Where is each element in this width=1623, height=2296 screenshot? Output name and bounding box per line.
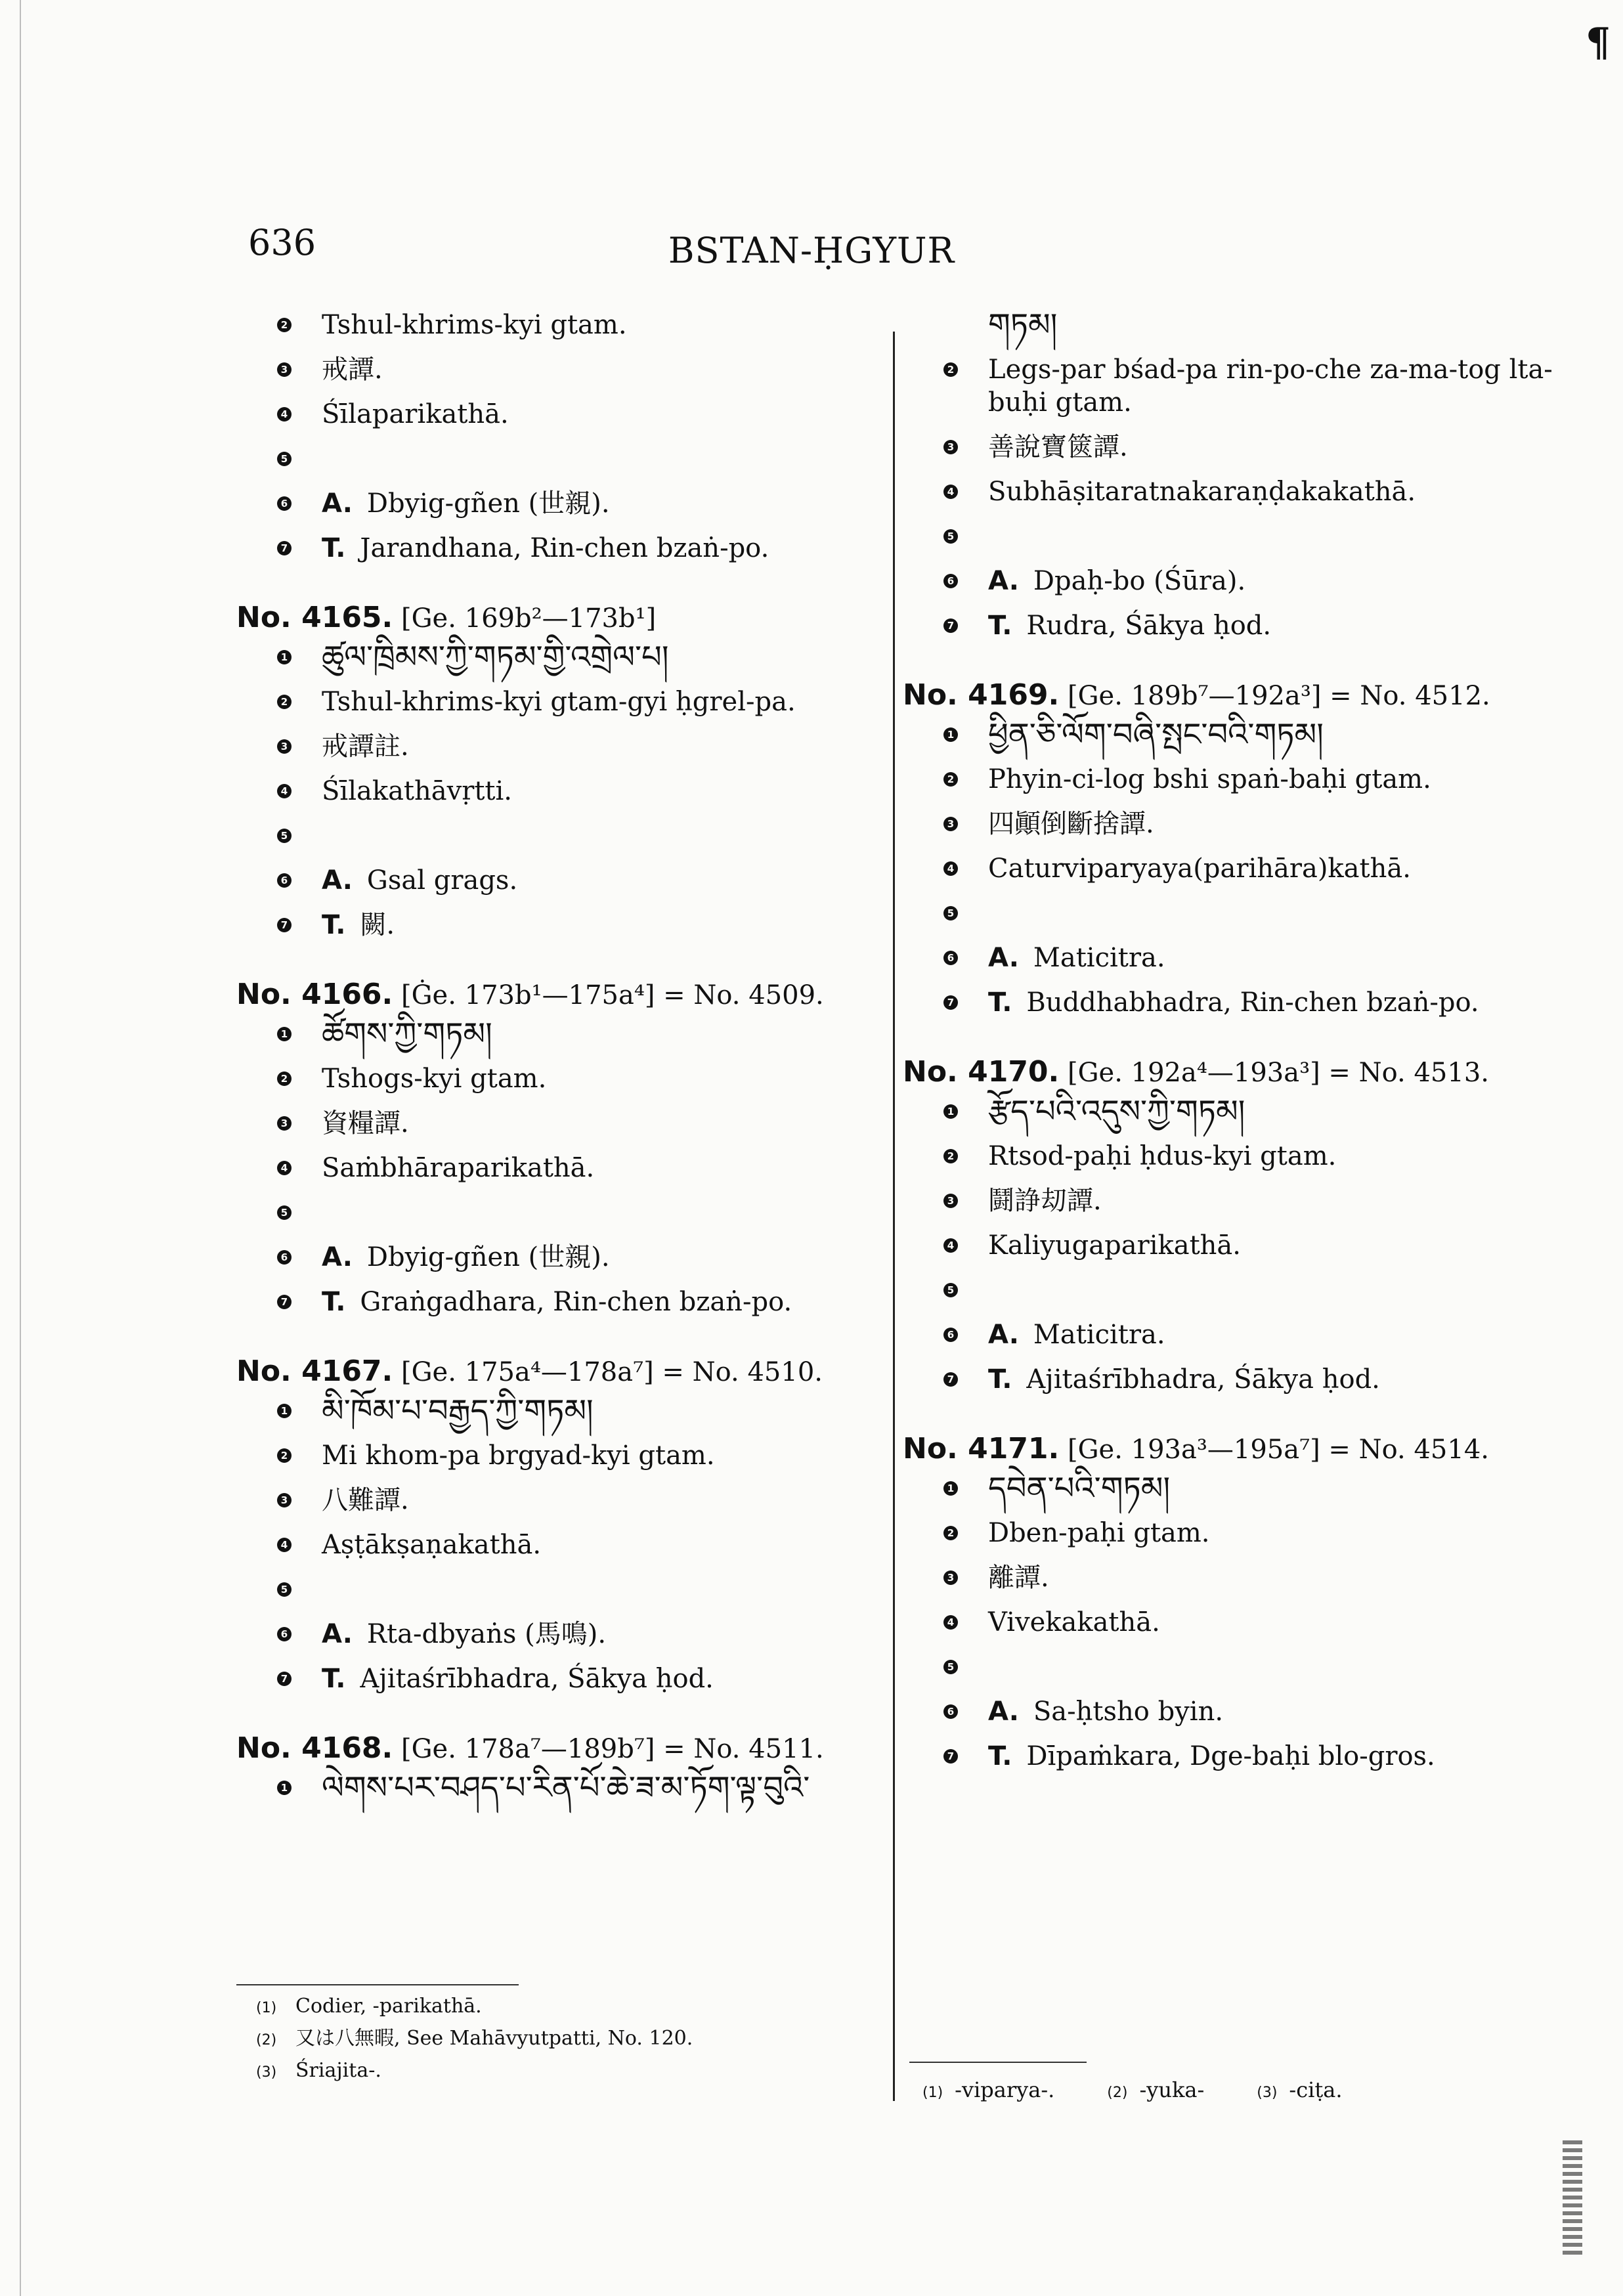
field-text: Sa-ḥtsho byin. — [1033, 1697, 1224, 1727]
entry-field — [236, 730, 880, 775]
field-tag: A. — [322, 865, 353, 896]
entry-field — [236, 309, 880, 353]
circled-number-icon: 3 — [277, 1493, 292, 1507]
circled-number-icon: 3 — [943, 440, 958, 454]
circled-number-icon: 1 — [943, 1104, 958, 1119]
circled-number-icon: 4 — [277, 1161, 292, 1175]
footnote — [1257, 2077, 1395, 2102]
catalog-entry — [903, 1049, 1559, 1408]
entry-field — [903, 565, 1559, 609]
field-text: Saṁbhāraparikathā. — [322, 1153, 595, 1183]
footnotes-left — [256, 1991, 847, 2088]
entry-field — [903, 808, 1559, 852]
entry-field — [236, 1439, 880, 1484]
tibetan-title: དབེན་པའི་གཏམ། — [988, 1470, 1171, 1507]
field-tag: T. — [322, 910, 346, 940]
circled-number-icon: 3 — [277, 1116, 292, 1131]
entry-heading — [236, 595, 880, 641]
circled-number-icon: 5 — [277, 1205, 292, 1220]
field-tag: T. — [322, 533, 346, 563]
footnote-text: Śriajita-. — [295, 2059, 381, 2082]
field-text: Rta-dbyaṅs (馬鳴). — [366, 1619, 607, 1649]
circled-number-icon: 6 — [277, 1250, 292, 1265]
circled-number-icon: 4 — [277, 784, 292, 798]
field-text: Tshul-khrims-kyi gtam-gyi ḥgrel-pa. — [322, 687, 796, 717]
entry-field — [236, 1395, 880, 1439]
entry-field — [903, 897, 1559, 942]
circled-number-icon: 2 — [943, 362, 958, 377]
circled-number-icon: 3 — [277, 739, 292, 754]
entry-field — [903, 520, 1559, 565]
circled-number-icon: 1 — [277, 1781, 292, 1795]
circled-number-icon: 2 — [277, 1448, 292, 1463]
tibetan-title: རྩོད་པའི་འདུས་ཀྱི་གཏམ། — [988, 1093, 1245, 1130]
circled-number-icon: 4 — [277, 407, 292, 422]
field-text: 離譚. — [988, 1563, 1049, 1593]
right-column — [903, 309, 1559, 1803]
circled-number-icon: 7 — [943, 618, 958, 633]
footnote-text: 又は八無暇, See Mahāvyutpatti, No. 120. — [295, 2027, 693, 2050]
circled-number-icon: 6 — [277, 496, 292, 511]
entry-field — [236, 1528, 880, 1573]
field-text: 資糧譚. — [322, 1108, 409, 1138]
footnote-rule-left — [236, 1984, 519, 1985]
circled-number-icon: 7 — [277, 541, 292, 555]
entry-number: No. 4169. — [903, 678, 1060, 712]
circled-number-icon: 5 — [943, 529, 958, 544]
field-text: 善說寶篋譚. — [988, 432, 1128, 462]
field-text: 鬪諍刧譚. — [988, 1186, 1102, 1216]
circled-number-icon: 2 — [277, 1072, 292, 1086]
entry-field — [903, 718, 1559, 763]
entry-reference: [Ge. 169b²—173b¹] — [400, 603, 657, 634]
entry-field — [236, 1484, 880, 1528]
footnote — [256, 2024, 847, 2056]
catalog-entry — [236, 1349, 880, 1707]
entry-field — [236, 641, 880, 685]
circled-number-icon: 3 — [277, 362, 292, 377]
entry-field — [903, 1472, 1559, 1517]
field-tag: T. — [988, 1741, 1012, 1771]
field-tag: A. — [322, 1619, 353, 1649]
circled-number-icon: 4 — [943, 861, 958, 876]
entry-field — [236, 443, 880, 487]
circled-number-icon: 1 — [277, 1027, 292, 1041]
entry-field — [903, 852, 1559, 897]
catalog-entry — [236, 1725, 880, 1816]
footnote — [922, 2077, 1107, 2102]
entry-field — [903, 1363, 1559, 1408]
entry-field — [903, 475, 1559, 520]
entry-reference: [Ge. 189b⁷—192a³] = No. 4512. — [1067, 681, 1490, 711]
entry-field — [903, 353, 1559, 431]
field-text: 戒譚. — [322, 355, 383, 385]
field-text: Mi khom-pa brgyad-kyi gtam. — [322, 1440, 715, 1471]
entry-field — [903, 1651, 1559, 1695]
footnote-mark: (1) — [922, 2085, 943, 2101]
field-text: Śīlakathāvṛtti. — [322, 776, 512, 806]
circled-number-icon: 1 — [277, 1404, 292, 1418]
field-text: Kaliyugaparikathā. — [988, 1230, 1241, 1261]
scan-smudge — [1563, 2140, 1582, 2259]
entry-field — [903, 1229, 1559, 1274]
field-text: Vivekakathā. — [988, 1607, 1160, 1637]
entry-field — [236, 864, 880, 909]
running-head: BSTAN-ḤGYUR — [668, 230, 955, 271]
entry-field — [903, 431, 1559, 475]
entry-heading — [236, 1725, 880, 1771]
circled-number-icon: 5 — [943, 1283, 958, 1297]
entry-field — [903, 942, 1559, 986]
field-text: Jarandhana, Rin-chen bzaṅ-po. — [360, 533, 769, 563]
field-text: Aṣṭākṣaṇakathā. — [322, 1530, 542, 1560]
footnote — [256, 1991, 847, 2024]
circled-number-icon: 4 — [943, 485, 958, 499]
entry-field — [903, 986, 1559, 1031]
field-text: 八難譚. — [322, 1485, 409, 1515]
tibetan-title: ཚོགས་ཀྱི་གཏམ། — [322, 1016, 492, 1052]
entry-heading — [236, 972, 880, 1018]
footnote — [1107, 2077, 1257, 2102]
footnotes-right — [922, 2077, 1553, 2102]
field-text: Rtsod-paḥi ḥdus-kyi gtam. — [988, 1141, 1337, 1171]
circled-number-icon: 2 — [277, 695, 292, 709]
entry-number: No. 4171. — [903, 1432, 1060, 1465]
field-text: Phyin-ci-log bshi spaṅ-baḥi gtam. — [988, 764, 1431, 794]
field-text: Graṅgadhara, Rin-chen bzaṅ-po. — [360, 1287, 792, 1317]
entry-field — [236, 1152, 880, 1196]
circled-number-icon: 7 — [943, 1749, 958, 1764]
field-text: Śīlaparikathā. — [322, 399, 509, 429]
entry-field — [236, 1771, 880, 1816]
entry-field — [903, 1561, 1559, 1606]
circled-number-icon: 3 — [943, 817, 958, 831]
entry-field — [903, 609, 1559, 654]
field-text: Dbyig-gñen (世親). — [366, 1242, 610, 1272]
field-tag: T. — [988, 987, 1012, 1018]
circled-number-icon: 1 — [277, 650, 292, 664]
circled-number-icon: 7 — [943, 995, 958, 1010]
field-text: Maticitra. — [1033, 1320, 1165, 1350]
circled-number-icon: 2 — [277, 318, 292, 332]
entry-reference: [Ge. 192a⁴—193a³] = No. 4513. — [1067, 1058, 1489, 1088]
entry-field — [236, 398, 880, 443]
entry-field — [236, 819, 880, 864]
circled-number-icon: 7 — [277, 918, 292, 932]
tibetan-title: ལེགས་པར་བཤད་པ་རིན་པོ་ཆེ་ཟ་མ་ཏོག་ལྟ་བུའི་ — [322, 1769, 810, 1806]
field-text: Caturviparyaya(parihāra)kathā. — [988, 854, 1411, 884]
field-tag: A. — [988, 1320, 1019, 1350]
footnote-text: Codier, -parikathā. — [295, 1995, 482, 2018]
circled-number-icon: 5 — [277, 1582, 292, 1597]
entry-field — [903, 1695, 1559, 1740]
entry-number: No. 4167. — [236, 1354, 393, 1388]
entry-field — [236, 1107, 880, 1152]
entry-number: No. 4168. — [236, 1731, 393, 1765]
entry-field — [236, 532, 880, 576]
entry-field — [903, 1184, 1559, 1229]
footnote-text: -yuka- — [1139, 2077, 1205, 2102]
circled-number-icon: 6 — [943, 1328, 958, 1342]
entry-field — [236, 1573, 880, 1618]
catalog-entry — [903, 309, 1559, 654]
entry-field — [236, 1618, 880, 1662]
circled-number-icon: 7 — [277, 1672, 292, 1686]
entry-heading — [903, 1049, 1559, 1095]
circled-number-icon: 7 — [277, 1295, 292, 1309]
field-text: 闕. — [360, 910, 395, 940]
field-tag: A. — [322, 488, 353, 519]
field-text: Buddhabhadra, Rin-chen bzaṅ-po. — [1026, 987, 1479, 1018]
circled-number-icon: 5 — [943, 1660, 958, 1674]
field-text: Maticitra. — [1033, 943, 1165, 973]
catalog-entry — [236, 309, 880, 576]
entry-field — [903, 1517, 1559, 1561]
entry-number: No. 4166. — [236, 978, 393, 1011]
footnote-mark: (2) — [1107, 2085, 1128, 2101]
catalog-entry — [236, 595, 880, 953]
field-text: Tshogs-kyi gtam. — [322, 1064, 547, 1094]
entry-field — [903, 309, 1559, 353]
field-text: 四顚倒斷捨譚. — [988, 809, 1154, 839]
entry-field — [236, 909, 880, 953]
entry-field — [236, 487, 880, 532]
field-text: Dīpaṁkara, Dge-baḥi blo-gros. — [1026, 1741, 1435, 1771]
field-text: Tshul-khrims-kyi gtam. — [322, 310, 627, 340]
corner-mark: ¶ — [1586, 20, 1611, 66]
entry-heading — [903, 672, 1559, 718]
circled-number-icon: 4 — [943, 1238, 958, 1253]
entry-reference: [Ge. 178a⁷—189b⁷] = No. 4511. — [400, 1734, 824, 1764]
field-tag: T. — [322, 1287, 346, 1317]
field-tag: A. — [988, 943, 1019, 973]
entry-field — [903, 1140, 1559, 1184]
footnote-mark: (2) — [256, 2032, 277, 2048]
circled-number-icon: 5 — [277, 452, 292, 466]
entry-number: No. 4165. — [236, 601, 393, 634]
footnote-mark: (3) — [256, 2064, 277, 2081]
entry-field — [236, 1286, 880, 1330]
entry-field — [236, 1018, 880, 1062]
circled-number-icon: 6 — [277, 1627, 292, 1641]
entry-heading — [236, 1349, 880, 1395]
tibetan-title: ཚུལ་ཁྲིམས་ཀྱི་གཏམ་གྱི་འགྲེལ་པ། — [322, 639, 669, 676]
entry-field — [236, 1241, 880, 1286]
field-tag: T. — [988, 1364, 1012, 1395]
page-number: 636 — [248, 222, 316, 263]
circled-number-icon: 2 — [943, 1526, 958, 1540]
footnote-mark: (1) — [256, 2000, 277, 2016]
circled-number-icon: 7 — [943, 1372, 958, 1387]
catalog-entry — [903, 1426, 1559, 1785]
entry-field — [903, 1606, 1559, 1651]
field-text: Dbyig-gñen (世親). — [366, 488, 610, 519]
circled-number-icon: 1 — [943, 1481, 958, 1496]
footnote-mark: (3) — [1257, 2085, 1278, 2101]
circled-number-icon: 6 — [277, 873, 292, 888]
footnote — [256, 2056, 847, 2088]
footnote-text: -viparya-. — [955, 2077, 1055, 2102]
tibetan-title: གཏམ། — [988, 307, 1058, 343]
entry-number: No. 4170. — [903, 1055, 1060, 1089]
field-tag: A. — [988, 566, 1019, 596]
entry-field — [236, 1196, 880, 1241]
footnote-rule-right — [909, 2062, 1087, 2063]
circled-number-icon: 5 — [943, 906, 958, 921]
field-text: Rudra, Śākya ḥod. — [1026, 611, 1272, 641]
left-column — [236, 309, 880, 1834]
entry-field — [236, 353, 880, 398]
entry-reference: [Ge. 193a³—195a⁷] = No. 4514. — [1067, 1435, 1489, 1465]
circled-number-icon: 5 — [277, 829, 292, 843]
entry-field — [236, 1062, 880, 1107]
entry-field — [903, 763, 1559, 808]
field-text: Subhāṣitaratnakaraṇḍakakathā. — [988, 477, 1416, 507]
field-tag: T. — [988, 611, 1012, 641]
footnote-text: -ciṭa. — [1289, 2077, 1343, 2102]
catalog-entry — [236, 972, 880, 1330]
field-text: Ajitaśrībhadra, Śākya ḥod. — [360, 1664, 714, 1694]
circled-number-icon: 2 — [943, 1149, 958, 1163]
entry-reference: [Ge. 175a⁴—178a⁷] = No. 4510. — [400, 1357, 823, 1387]
field-text: 戒譚註. — [322, 731, 409, 762]
field-tag: A. — [988, 1697, 1019, 1727]
circled-number-icon: 6 — [943, 574, 958, 588]
entry-field — [903, 1095, 1559, 1140]
field-text: Legs-par bśad-pa rin-po-che za-ma-tog lta-buḥi gtam. — [988, 355, 1553, 418]
entry-field — [903, 1274, 1559, 1318]
circled-number-icon: 4 — [943, 1615, 958, 1630]
circled-number-icon: 6 — [943, 1704, 958, 1719]
circled-number-icon: 4 — [277, 1538, 292, 1552]
tibetan-title: མི་ཁོམ་པ་བརྒྱད་ཀྱི་གཏམ། — [322, 1393, 594, 1429]
scan-edge-line — [20, 0, 21, 2296]
circled-number-icon: 2 — [943, 772, 958, 787]
tibetan-title: ཕྱིན་ཅི་ལོག་བཞི་སྤང་བའི་གཏམ། — [988, 716, 1324, 753]
entry-field — [903, 1318, 1559, 1363]
field-tag: T. — [322, 1664, 346, 1694]
circled-number-icon: 1 — [943, 727, 958, 742]
entry-heading — [903, 1426, 1559, 1472]
catalog-entry — [903, 672, 1559, 1031]
entry-field — [236, 1662, 880, 1707]
circled-number-icon: 3 — [943, 1570, 958, 1585]
field-text: Ajitaśrībhadra, Śākya ḥod. — [1026, 1364, 1380, 1395]
column-rule — [893, 332, 895, 2101]
entry-field — [903, 1740, 1559, 1785]
field-text: Gsal grags. — [366, 865, 518, 896]
circled-number-icon: 6 — [943, 951, 958, 965]
circled-number-icon: 3 — [943, 1194, 958, 1208]
field-text: Dpaḥ-bo (Śūra). — [1033, 566, 1246, 596]
field-tag: A. — [322, 1242, 353, 1272]
entry-reference: [Ġe. 173b¹—175a⁴] = No. 4509. — [400, 980, 824, 1010]
field-text: Dben-paḥi gtam. — [988, 1518, 1210, 1548]
entry-field — [236, 775, 880, 819]
entry-field — [236, 685, 880, 730]
